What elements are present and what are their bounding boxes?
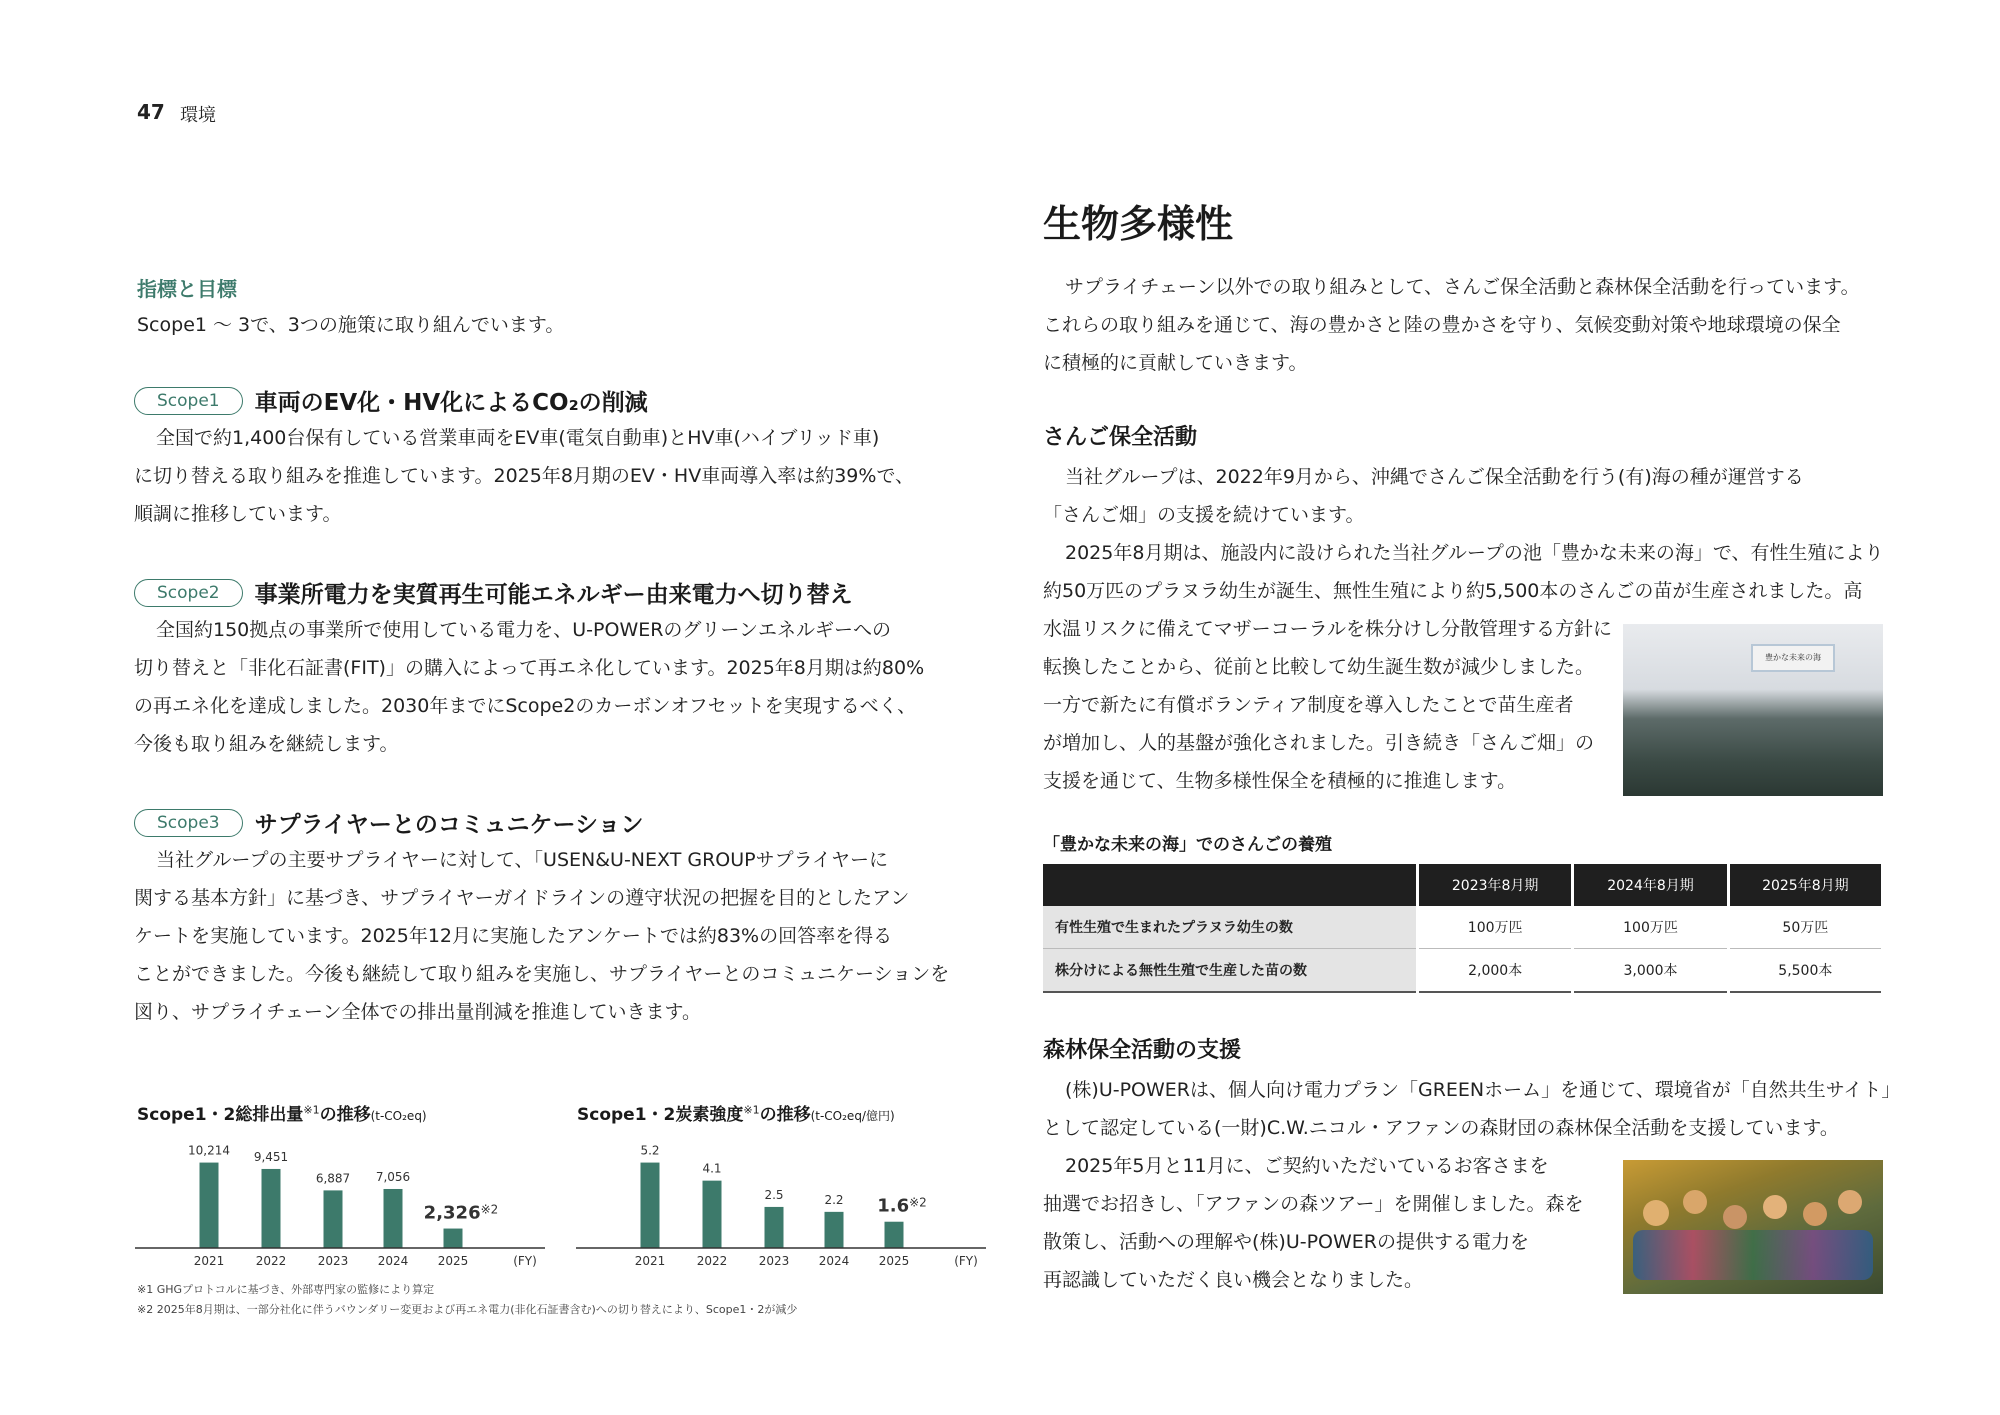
data-label-2022: 4.1 [702,1161,722,1176]
bar-2025 [885,1222,904,1248]
bar-2024 [825,1212,844,1248]
forest-heading: 森林保全活動の支援 [1043,1038,1242,1063]
table-header-2023: 2023年8月期 [1418,864,1573,906]
bar-2024 [384,1189,403,1248]
scope1-title: 車両のEV化・HV化によるCO₂の削減 [254,390,648,416]
footnote-1: ※1 GHGプロトコルに基づき、外部専門家の監修により算定 [137,1283,435,1296]
data-label-2025: 2,326$^{※2}$ [423,1202,499,1224]
x-tick-2025: 2025 [878,1254,910,1268]
forest-text-full: (株)U-POWERは、個人向け電力プラン「GREENホーム」を通じて、環境省が「自然共生サイト」 として認定している(一財)C.W.ニコル・アファンの森財団の森林保全活動を支援しています。 [1043,1079,1901,1139]
table-header-blank [1043,864,1418,906]
scope1-text: 全国で約1,400台保有している営業車両をEV車(電気自動車)とHV車(ハイブリッド車) に切り替える取り組みを推進しています。2025年8月期のEV・HV車両導入率は約39%で、 順調に推移しています。 [134,427,915,525]
table-row [1043,949,1881,993]
footnotes [137,1280,997,1320]
scope1-block [134,384,984,533]
bar-2025 [444,1229,463,1248]
table-cell: 5,500本 [1728,949,1881,993]
table-cell: 2,000本 [1418,949,1573,993]
bar-2023 [765,1207,784,1248]
biodiversity-title: 生物多様性 [1043,202,1234,246]
table-cell: 50万匹 [1728,906,1881,949]
scope1-pill: Scope1 [134,387,243,415]
table-header-2025: 2025年8月期 [1728,864,1881,906]
bar-2021 [200,1163,219,1248]
x-tick-2023: 2023 [758,1254,790,1268]
data-label-2024: 7,056 [375,1169,411,1184]
data-label-2024: 2.2 [824,1192,844,1207]
scope2-text: 全国約150拠点の事業所で使用している電力を、U-POWERのグリーンエネルギーへの 切り替えと「非化石証書(FIT)」の購入によって再エネ化しています。2025年8月期は約80% の再エネ化を達成しました。2030年までにScope2のカーボンオフセットを実現するべく、 今後も取り組みを継続します。 [134,619,925,755]
x-tick-2024: 2024 [818,1254,850,1268]
forest-text-wrap: 2025年5月と11月に、ご契約いただいているお客さまを 抽選でお招きし、「アファンの森ツアー」を開催しました。森を 散策し、活動への理解や(株)U-POWERの提供する電力を 再認識していただく良い機会となりました。 [1043,1155,1584,1291]
x-tick-2024: 2024 [377,1254,409,1268]
data-label-2022: 9,451 [253,1149,289,1164]
x-tick-2022: 2022 [696,1254,728,1268]
coral-text-full: 当社グループは、2022年9月から、沖縄でさんご保全活動を行う(有)海の種が運営する 「さんご畑」の支援を続けています。 2025年8月期は、施設内に設けられた当社グループの池「豊かな未来の海」で、有性生殖により 約50万匹のプラヌラ幼生が誕生、無性生殖により約5,500本のさんごの苗が生産されました。高 [1043,466,1884,602]
x-tick-2022: 2022 [255,1254,287,1268]
table-cell: 3,000本 [1573,949,1728,993]
bar-2021 [641,1163,660,1248]
table-cell: 100万匹 [1573,906,1728,949]
chart2-title: Scope1・2炭素強度$^{※1}$の推移(t-CO₂eq/億円) [577,1103,895,1125]
data-label-2023: 2.5 [764,1187,784,1202]
footnote-2: ※2 2025年8月期は、一部分社化に伴うバウンダリー変更および再エネ電力(非化石証書含む)への切り替えにより、Scope1・2が減少 [137,1303,798,1316]
scope3-title: サプライヤーとのコミュニケーション [254,812,644,838]
biodiversity-intro: サプライチェーン以外での取り組みとして、さんご保全活動と森林保全活動を行っています。 これらの取り組みを通じて、海の豊かさと陸の豊かさを守り、気候変動対策や地球環境の保全 に積極的に貢献していきます。 [1043,276,1860,374]
coral-table-title: 「豊かな未来の海」でのさんごの養殖 [1043,835,1332,855]
x-axis-unit: (FY) [513,1254,537,1268]
scope2-block [134,576,984,763]
bar-2022 [262,1169,281,1248]
table-header-2024: 2024年8月期 [1573,864,1728,906]
chart1-title: Scope1・2総排出量$^{※1}$の推移(t-CO₂eq) [137,1103,427,1125]
table-row [1043,906,1881,949]
scope2-pill: Scope2 [134,579,243,607]
table-cell: 100万匹 [1418,906,1573,949]
section-label: 環境 [180,105,216,126]
subheading-indicators: 指標と目標 [137,277,237,301]
x-tick-2025: 2025 [437,1254,469,1268]
data-label-2021: 10,214 [188,1143,230,1158]
data-label-note: ※2 [909,1195,927,1210]
coral-text-wrap: 水温リスクに備えてマザーコーラルを株分けし分散管理する方針に 転換したことから、従前と比較して幼生誕生数が減少しました。 一方で新たに有償ボランティア制度を導入したことで苗生産者 が増加し、人的基盤が強化されました。引き続き「さんご畑」の 支援を通じて、生物多様性保全を積極的に推進します。 [1043,618,1613,792]
bar-2022 [703,1181,722,1248]
data-label-2021: 5.2 [640,1143,660,1158]
coral-table [1043,864,1881,993]
chart-carbon-intensity [576,1130,986,1278]
x-tick-2021: 2021 [634,1254,666,1268]
page-number: 47 [137,100,165,124]
data-label-2025: 1.6$^{※2}$ [877,1195,927,1217]
scope3-pill: Scope3 [134,809,243,837]
row-label-seedlings: 株分けによる無性生殖で生産した苗の数 [1043,949,1418,993]
row-label-planula: 有性生殖で生まれたプラヌラ幼生の数 [1043,906,1418,949]
scope3-text: 当社グループの主要サプライヤーに対して、「USEN&U-NEXT GROUPサプライヤーに 関する基本方針」に基づき、サプライヤーガイドラインの遵守状況の把握を目的としたアン ケートを実施しています。2025年12月に実施したアンケートでは約83%の回答率を得る ことができました。今後も継続して取り組みを実施し、サプライヤーとのコミュニケーションを 図り、サプライチェーン全体での排出量削減を推進していきます。 [134,849,950,1023]
pond-sign: 豊かな未来の海 [1751,644,1835,672]
coral-heading: さんご保全活動 [1043,425,1198,450]
left-intro: Scope1 〜 3で、3つの施策に取り組んでいます。 [137,314,565,336]
chart-total-emissions [135,1130,545,1278]
data-label-note: ※2 [480,1202,499,1217]
data-label-2023: 6,887 [315,1171,351,1186]
x-tick-2023: 2023 [317,1254,349,1268]
x-tick-2021: 2021 [193,1254,225,1268]
scope3-block [134,806,984,1031]
x-axis-unit: (FY) [954,1254,978,1268]
scope2-title: 事業所電力を実質再生可能エネルギー由来電力へ切り替え [254,582,853,608]
table-header-row [1043,864,1881,906]
bar-2023 [324,1190,343,1248]
coral-pond-photo [1623,624,1883,796]
forest-tour-photo [1623,1160,1883,1294]
